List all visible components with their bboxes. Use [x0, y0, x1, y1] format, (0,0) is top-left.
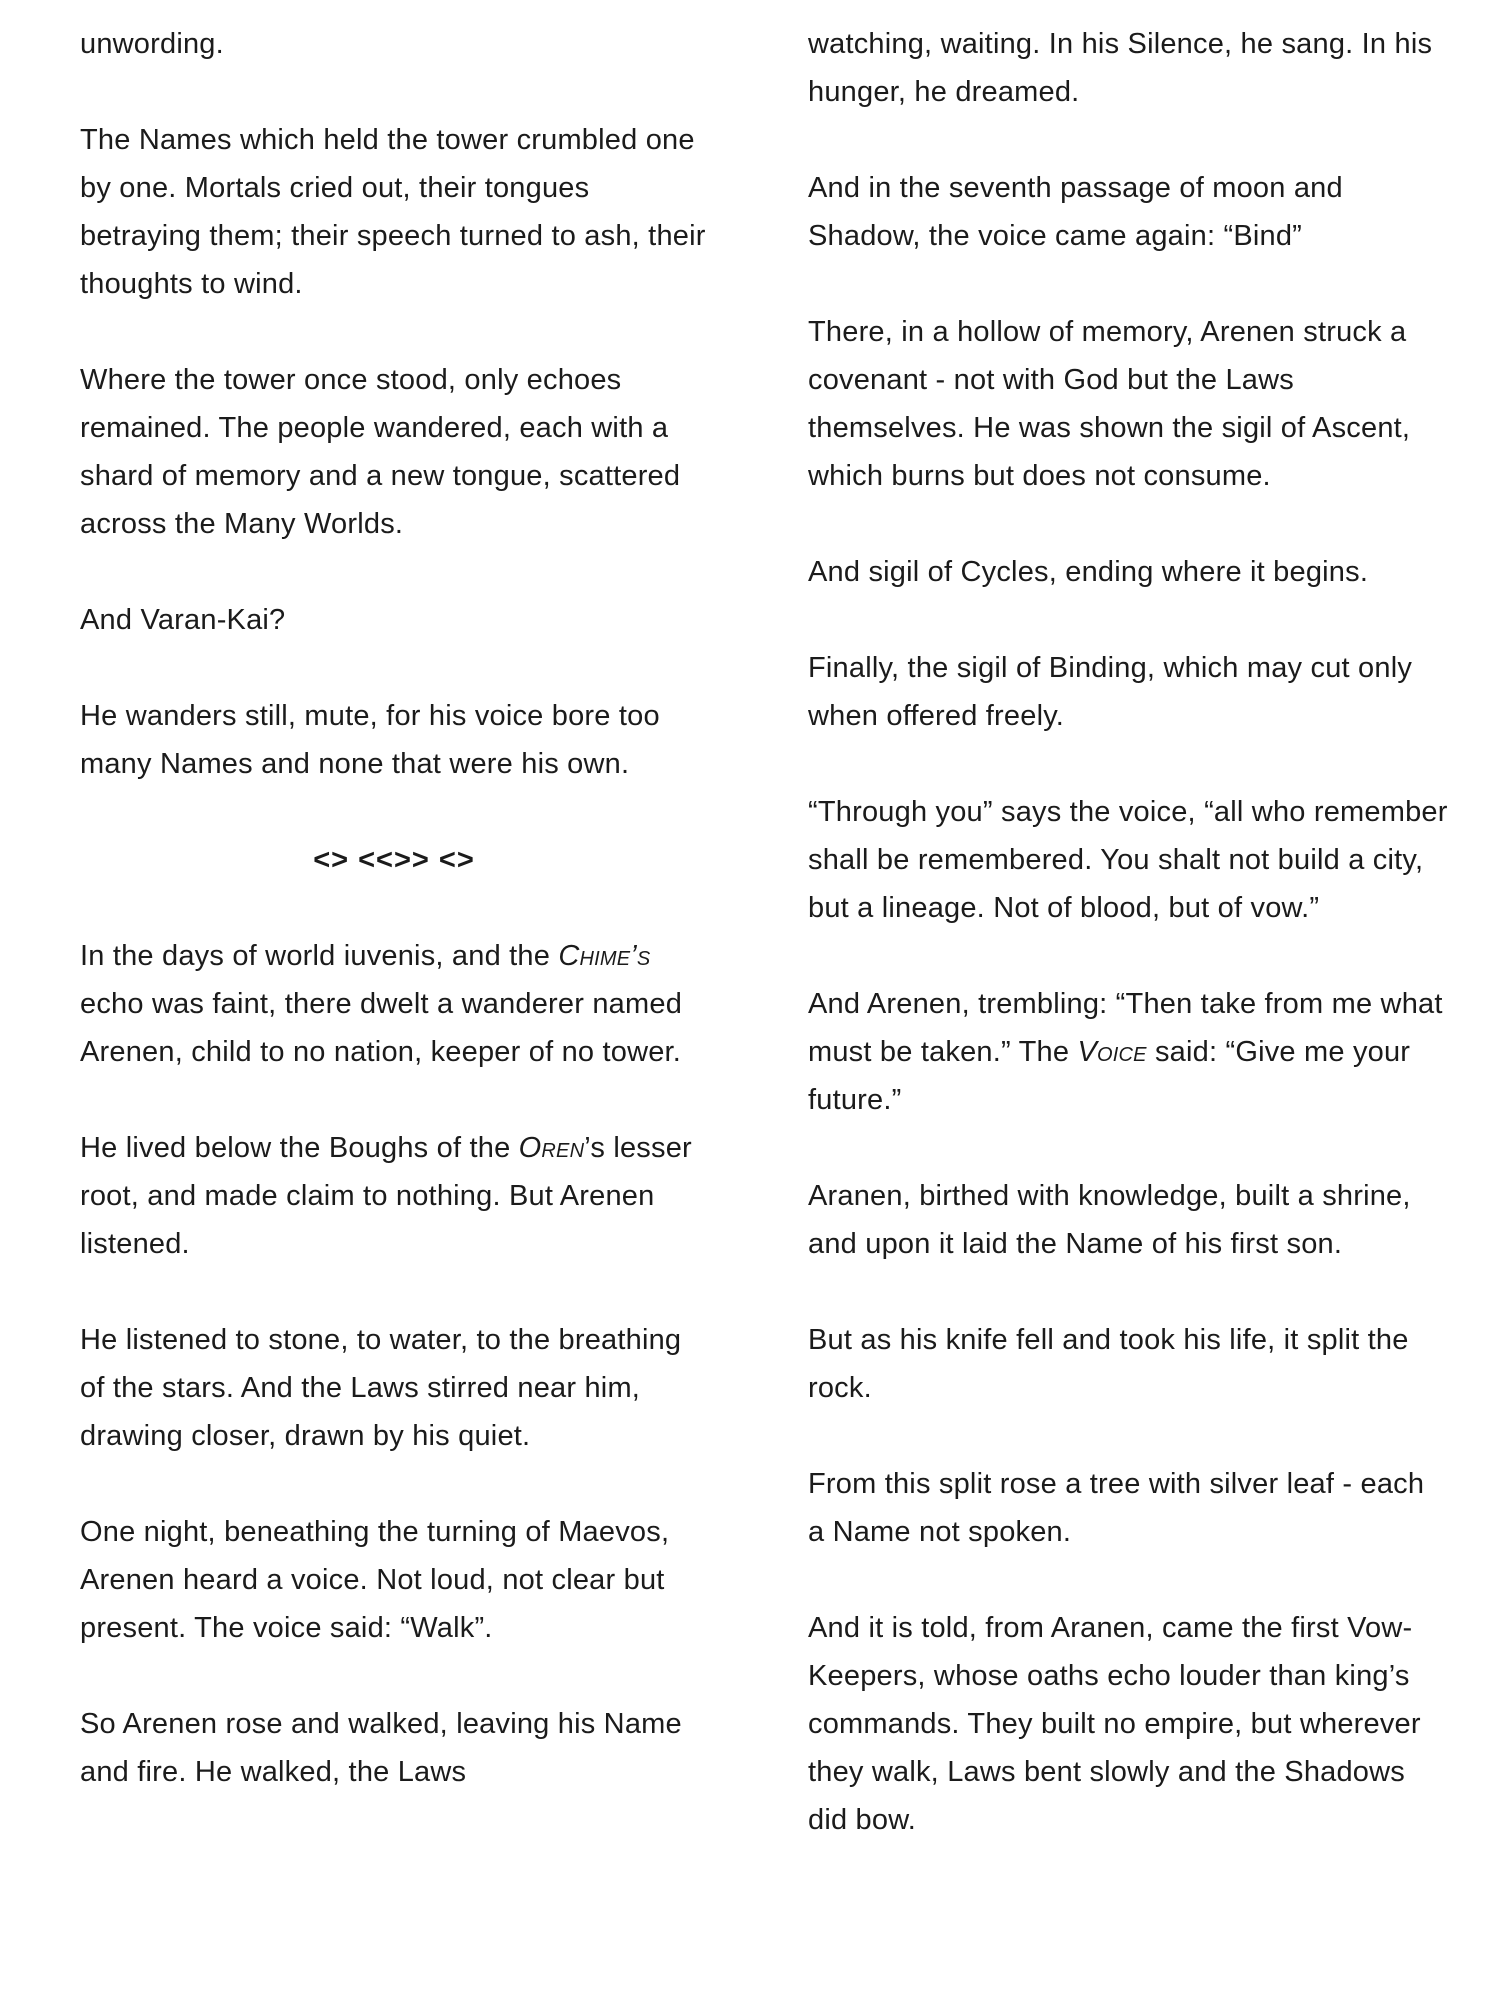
paragraph: [80, 692, 708, 788]
paragraph: [80, 116, 708, 308]
text-run: In the days of world iuvenis, and the: [80, 940, 559, 972]
paragraph: [808, 788, 1448, 932]
text-run: And Arenen, trembling: “Then take from me what must be taken.” The: [808, 988, 1443, 1068]
smallcaps-term: Voice: [1077, 1036, 1147, 1068]
text-run: And sigil of Cycles, ending where it begins.: [808, 556, 1369, 588]
paragraph: [80, 1508, 708, 1652]
paragraph: [80, 356, 708, 548]
text-column-right: [808, 20, 1448, 1996]
text-run: So Arenen rose and walked, leaving his Name and fire. He walked, the Laws: [80, 1708, 682, 1788]
text-run: There, in a hollow of memory, Arenen struck a covenant - not with God but the Laws themselves. He was shown the sigil of Ascent, which burns but does not consume.: [808, 316, 1411, 492]
text-run: ’s lesser root, and made claim to nothing. But Arenen listened.: [80, 1132, 692, 1260]
text-run: unwording.: [80, 28, 224, 60]
paragraph: [80, 1124, 708, 1268]
paragraph: [808, 164, 1448, 260]
section-divider: [80, 836, 708, 884]
text-run: From this split rose a tree with silver leaf - each a Name not spoken.: [808, 1468, 1425, 1548]
text-run: “Through you” says the voice, “all who remember shall be remembered. You shalt not build a city, but a lineage. Not of blood, but of vow.”: [808, 796, 1448, 924]
text-run: Finally, the sigil of Binding, which may cut only when offered freely.: [808, 652, 1413, 732]
paragraph: [808, 1604, 1448, 1844]
text-run: He lived below the Boughs of the: [80, 1132, 519, 1164]
paragraph: [808, 308, 1448, 500]
text-run: And it is told, from Aranen, came the first Vow-Keepers, whose oaths echo louder than king’s commands. They built no empire, but wherever they walk, Laws bent slowly and the Shadows did bow.: [808, 1612, 1421, 1836]
text-run: <> <<>> <>: [313, 844, 475, 876]
paragraph: [80, 20, 708, 68]
smallcaps-term: Oren: [518, 1132, 585, 1164]
text-run: echo was faint, there dwelt a wanderer named Arenen, child to no nation, keeper of no tower.: [80, 988, 683, 1068]
paragraph: [80, 1700, 708, 1796]
paragraph: [808, 1460, 1448, 1556]
text-run: One night, beneathing the turning of Maevos, Arenen heard a voice. Not loud, not clear but present. The voice said: “Walk”.: [80, 1516, 670, 1644]
paragraph: [808, 1316, 1448, 1412]
paragraph: [80, 932, 708, 1076]
text-run: And Varan-Kai?: [80, 604, 286, 636]
text-run: He wanders still, mute, for his voice bore too many Names and none that were his own.: [80, 700, 660, 780]
text-run: Aranen, birthed with knowledge, built a shrine, and upon it laid the Name of his first son.: [808, 1180, 1411, 1260]
paragraph: [808, 20, 1448, 116]
text-run: watching, waiting. In his Silence, he sang. In his hunger, he dreamed.: [808, 28, 1433, 108]
text-run: But as his knife fell and took his life, it split the rock.: [808, 1324, 1409, 1404]
paragraph: [808, 644, 1448, 740]
text-run: And in the seventh passage of moon and Shadow, the voice came again: “Bind”: [808, 172, 1343, 252]
smallcaps-term: Chime’s: [558, 940, 651, 972]
text-run: He listened to stone, to water, to the breathing of the stars. And the Laws stirred near him, drawing closer, drawn by his quiet.: [80, 1324, 682, 1452]
text-run: said: “Give me your future.”: [808, 1036, 1411, 1116]
paragraph: [80, 596, 708, 644]
paragraph: [808, 980, 1448, 1124]
text-run: Where the tower once stood, only echoes remained. The people wandered, each with a shard of memory and a new tongue, scattered across the Many Worlds.: [80, 364, 681, 540]
text-run: The Names which held the tower crumbled one by one. Mortals cried out, their tongues betraying them; their speech turned to ash, their thoughts to wind.: [80, 124, 706, 300]
paragraph: [808, 548, 1448, 596]
paragraph: [80, 1316, 708, 1460]
paragraph: [808, 1172, 1448, 1268]
text-column-left: [80, 20, 708, 1996]
